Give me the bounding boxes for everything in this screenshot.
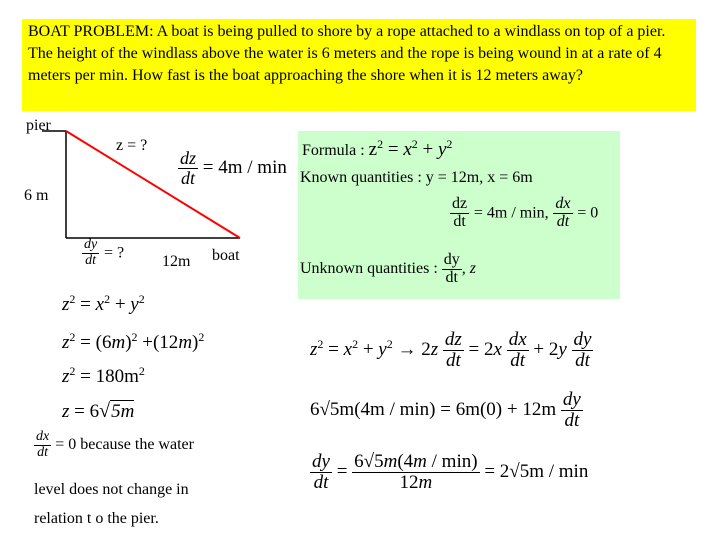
base-label: 12m bbox=[162, 253, 191, 270]
result-line: $\frac{dy}{dt}$ = $\frac{6√5m(4m / \min)}{12m}$ = 2√5m / min bbox=[312, 451, 589, 493]
dydt-unknown: $\frac{dy}{dt}$ = ? bbox=[84, 237, 125, 268]
known-rates: $\frac{dz}{dt}$ = 4m / min, $\frac{dx}{dt}$ = 0 bbox=[452, 195, 599, 230]
height-label: 6 m bbox=[24, 187, 49, 204]
step-3: $z^2 = 180m^2$ bbox=[62, 364, 145, 387]
z-label: z = ? bbox=[116, 137, 148, 154]
step-2: $z^2 = (6m)^2 +(12m)^2$ bbox=[62, 330, 205, 353]
substitution-line: 6√5m(4m / min) = 6m(0) + 12m $\frac{dy}{dt}$ bbox=[310, 389, 581, 431]
problem-text: A boat is being pulled to shore by a rope attached to a windlass on top of a pier. The height of the windlass above the water is 6 meters and the rope is being wound in at a rate of 4 meters per min. How fast is the boat approaching the shore when it is 12 meters away? bbox=[28, 23, 666, 84]
dzdt-rate: $\frac{dz}{dt}$ = 4m / min bbox=[180, 148, 287, 188]
note-line-2: level does not change in bbox=[34, 481, 189, 498]
step-4: z = 6√5m bbox=[62, 400, 135, 422]
formula-line: Formula : $z^2 = x^2 + y^2$ bbox=[302, 137, 453, 160]
step-1: $z^2 = x^2 + y^2$ bbox=[62, 292, 145, 315]
dxdt-note: $\frac{dx}{dt}$ = 0 because the water bbox=[36, 429, 194, 460]
problem-label: BOAT PROBLEM: bbox=[28, 23, 154, 40]
boat-label: boat bbox=[212, 247, 240, 264]
derivative-line: $z^2 = x^2 + y^2 \to 2z$ $\frac{dz}{dt}$ = 2x $\frac{dx}{dt}$ + 2y $\frac{dy}{dt}$ bbox=[310, 329, 592, 371]
known-quantities: Known quantities : y = 12m, x = 6m bbox=[300, 169, 533, 186]
unknown-quantities: Unknown quantities : $\frac{dy}{dt}$ , z bbox=[300, 251, 476, 286]
pier-label: pier bbox=[26, 117, 51, 134]
note-line-3: relation t o the pier. bbox=[34, 510, 159, 527]
